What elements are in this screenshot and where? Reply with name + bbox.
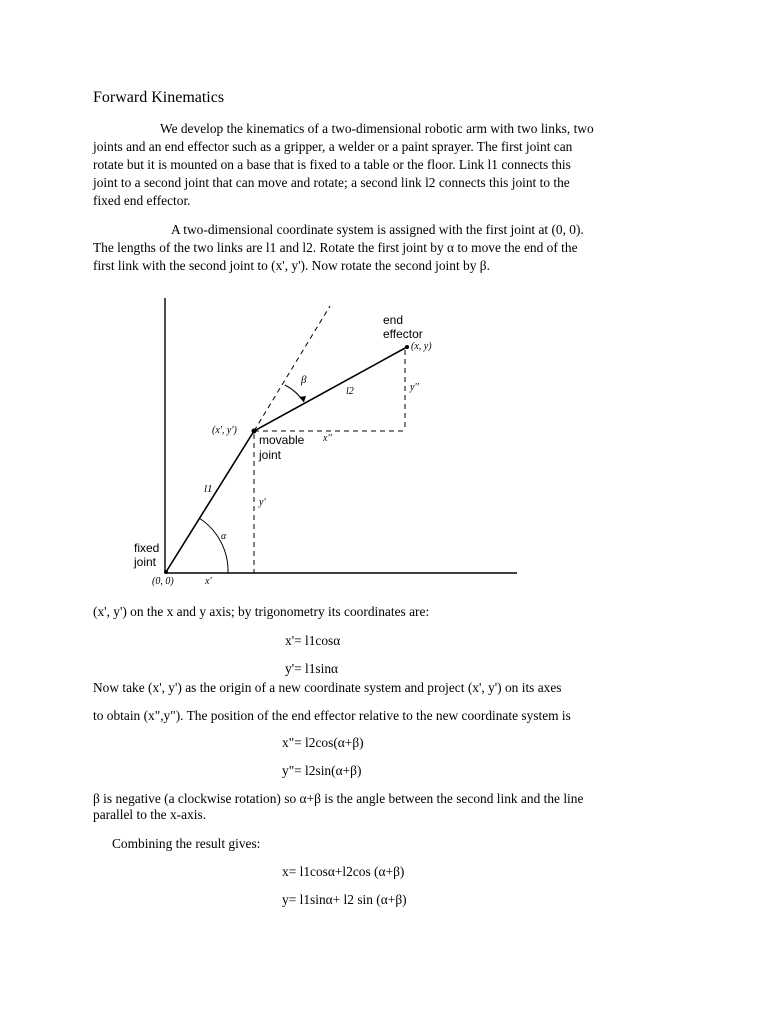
end-effector-label-1: end (383, 313, 404, 327)
equation-x-double-prime: x"= l2cos(α+β) (282, 735, 364, 750)
x-prime-label: x' (205, 576, 212, 587)
end-effector-label-2: effector (383, 327, 423, 341)
link-1 (166, 431, 254, 572)
paragraph-3: (x', y') on the x and y axis; by trigonometry its coordinates are: (93, 604, 430, 619)
origin-label: (0, 0) (152, 576, 174, 587)
paragraph-2-line-2: The lengths of the two links are l1 and l2. Rotate the first joint by α to move the end of the (93, 240, 578, 255)
paragraph-1-line-3: rotate but it is mounted on a base that is fixed to a table or the floor. Link l1 connects this (93, 157, 571, 172)
beta-arrowhead (299, 396, 306, 402)
fixed-joint-label-1: fixed (134, 541, 160, 555)
paragraph-1-line-4: joint to a second joint that can move and rotate; a second link l2 connects this joint to the (93, 175, 570, 190)
end-effector-dot (405, 345, 409, 349)
equation-y: y= l1sinα+ l2 sin (α+β) (282, 892, 407, 907)
l1-label: l1 (204, 483, 213, 495)
movable-joint-label-1: movable (259, 433, 305, 447)
paragraph-1-line-5: fixed end effector. (93, 193, 191, 208)
beta-arc (285, 385, 304, 402)
fixed-joint-dot (164, 570, 168, 574)
movable-joint-label-2: joint (259, 448, 282, 462)
equation-y-double-prime: y"= l2sin(α+β) (282, 763, 362, 778)
equation-y-prime: y'= l1sinα (285, 661, 339, 676)
link-1-extension (254, 306, 330, 431)
paragraph-1-line-1: We develop the kinematics of a two-dimensional robotic arm with two links, two (160, 121, 594, 136)
alpha-arc (199, 518, 228, 573)
x-double-prime-label: x'' (323, 433, 332, 444)
page-title: Forward Kinematics (93, 89, 225, 106)
paragraph-5-line-2: parallel to the x-axis. (93, 807, 207, 822)
paragraph-1-line-2: joints and an end effector such as a gripper, a welder or a paint sprayer. The first joint can (93, 139, 573, 154)
beta-label: β (301, 374, 307, 386)
paragraph-2-line-3: first link with the second joint to (x', y'). Now rotate the second joint by β. (93, 258, 490, 273)
fixed-joint-label-2: joint (134, 555, 157, 569)
y-prime-label: y' (259, 497, 266, 508)
paragraph-2-line-1: A two-dimensional coordinate system is assigned with the first joint at (0, 0). (171, 222, 584, 237)
l2-label: l2 (346, 386, 354, 397)
alpha-label: α (221, 531, 227, 542)
equation-x: x= l1cosα+l2cos (α+β) (282, 864, 405, 879)
movable-joint-coord: (x', y') (212, 425, 237, 436)
paragraph-6: Combining the result gives: (112, 836, 261, 851)
y-double-prime-label: y'' (410, 382, 419, 393)
equation-x-prime: x'= l1cosα (285, 633, 341, 648)
end-effector-coord: (x, y) (411, 341, 432, 352)
paragraph-4-line-2: to obtain (x",y"). The position of the end effector relative to the new coordinate system is (93, 708, 571, 723)
paragraph-5-line-1: β is negative (a clockwise rotation) so α+β is the angle between the second link and the line (93, 791, 584, 806)
paragraph-4-line-1: Now take (x', y') as the origin of a new coordinate system and project (x', y') on its axes (93, 680, 562, 695)
movable-joint-dot (252, 429, 257, 434)
link-2 (254, 347, 407, 431)
